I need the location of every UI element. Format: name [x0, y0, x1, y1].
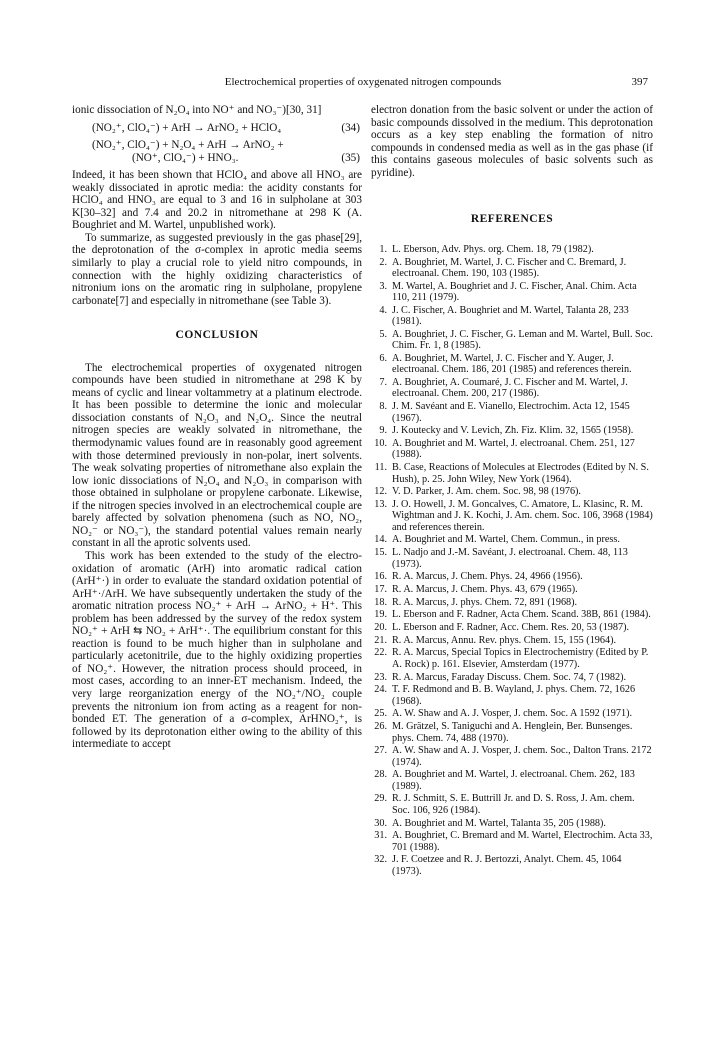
reference-number: 8. — [379, 401, 387, 413]
reference-text: B. Case, Reactions of Molecules at Electrodes (Edited by N. S. Hush), p. 25. John Wiley, New York (1964). — [392, 462, 649, 485]
reference-item — [371, 534, 653, 545]
reference-list — [371, 244, 653, 877]
reference-item — [371, 353, 653, 376]
reference-item — [371, 244, 653, 255]
paragraph-continued: electron donation from the basic solvent or under the action of basic compounds dissolved in the medium. This deprotonation occurs as a key step enabling the formation of nitro compounds in condensed media as well as in the gas phase (if this contains gaseous molecules of basic solvents such as pyridine). — [371, 104, 653, 179]
reference-item — [371, 597, 653, 608]
reference-item — [371, 672, 653, 683]
reference-item — [371, 257, 653, 280]
reference-text: J. M. Savéant and E. Vianello, Electrochim. Acta 12, 1545 (1967). — [392, 401, 630, 424]
reference-number: 14. — [374, 534, 387, 546]
section-heading-conclusion: CONCLUSION — [175, 329, 259, 342]
reference-item — [371, 401, 653, 424]
reference-text: R. A. Marcus, Special Topics in Electrochemistry (Edited by P. A. Rock) p. 161. Elsevier, Amsterdam (1977). — [392, 647, 649, 670]
reference-number: 16. — [374, 571, 387, 583]
reference-item — [371, 793, 653, 816]
reference-item — [371, 462, 653, 485]
section-heading-references: REFERENCES — [470, 213, 554, 226]
reference-number: 22. — [374, 647, 387, 659]
reference-text: A. Boughriet, M. Wartel, J. C. Fischer and C. Bremard, J. electroanal. Chem. 190, 103 (1985). — [392, 256, 627, 279]
right-column — [371, 104, 653, 878]
reference-text: A. Boughriet, J. C. Fischer, G. Leman and M. Wartel, Bull. Soc. Chim. Fr. 1, 8 (1985). — [392, 328, 653, 352]
reference-number: 2. — [379, 256, 387, 268]
equation-35-line1: (NO₂⁺, ClO₄⁻) + N₂O₄ + ArH → ArNO₂ + — [92, 139, 284, 152]
reference-text: R. A. Marcus, J. phys. Chem. 72, 891 (1968). — [392, 596, 578, 608]
reference-text: M. Grätzel, S. Taniguchi and A. Henglein, Ber. Bunsenges. phys. Chem. 74, 488 (1970). — [392, 721, 633, 744]
reference-item — [371, 486, 653, 497]
reference-number: 3. — [379, 280, 387, 292]
reference-number: 25. — [374, 708, 387, 720]
reference-number: 6. — [379, 352, 387, 364]
reference-number: 20. — [374, 622, 387, 634]
reference-number: 26. — [374, 721, 387, 733]
reference-item — [371, 622, 653, 633]
reference-item — [371, 830, 653, 853]
reference-item — [371, 684, 653, 707]
reference-item — [371, 281, 653, 304]
reference-number: 29. — [374, 793, 387, 805]
reference-text: A. Boughriet and M. Wartel, Chem. Commun., in press. — [392, 534, 620, 546]
reference-text: J. Koutecky and V. Levich, Zh. Fiz. Klim. 32, 1565 (1958). — [392, 425, 634, 437]
equation-35-number: (35) — [341, 151, 360, 164]
reference-number: 27. — [374, 745, 387, 757]
reference-text: J. O. Howell, J. M. Goncalves, C. Amatore, L. Klasinc, R. M. Wightman and J. K. Kochi, J. Am. chem. Soc. 106, 3968 (1984) and references therein. — [392, 498, 653, 533]
reference-number: 32. — [374, 854, 387, 866]
reference-item — [371, 499, 653, 533]
reference-item — [371, 635, 653, 646]
running-head: Electrochemical properties of oxygenated nitrogen compounds — [224, 76, 502, 88]
reference-text: R. A. Marcus, Faraday Discuss. Chem. Soc. 74, 7 (1982). — [392, 671, 627, 683]
reference-item — [371, 609, 653, 620]
page-header — [74, 76, 652, 90]
reference-item — [371, 329, 653, 352]
reference-text: A. Boughriet and M. Wartel, J. electroanal. Chem. 262, 183 (1989). — [392, 769, 635, 792]
reference-item — [371, 745, 653, 768]
reference-item — [371, 854, 653, 877]
reference-number: 18. — [374, 596, 387, 608]
paragraph-conclusion-1: The electrochemical properties of oxygenated nitrogen compounds have been studied in nitromethane at 298 K by means of cyclic and linear voltammetry at a platinum electrode. It has been possible to determine the ionic and molecular dissociation constants of N₂O₃ and N₂O₄. Since the neutral nitrogen species are weakly solvated in nitromethane, the thermodynamic values found are in reasonably good agreement with those determined previously in non-polar, inert solvents. The weak solvating properties of nitromethane also explain the low ionic dissociations of N₂O₄ and N₂O₃ in comparison with those obtained in sulpholane or propylene carbonate. Likewise, if the nitrogen species involved in an electrochemical couple are barely affected by solvation phenomena (such as NO, NO₂, NO₂⁻ or NO₃⁻), the standard potential values remain nearly constant in all the aprotic solvents used. — [72, 361, 362, 550]
reference-item — [371, 305, 653, 328]
reference-text: V. D. Parker, J. Am. chem. Soc. 98, 98 (1976). — [392, 486, 581, 498]
reference-item — [371, 547, 653, 570]
equation-35-text — [72, 139, 284, 164]
reference-text: L. Nadjo and J.-M. Savéant, J. electroanal. Chem. 48, 113 (1973). — [392, 547, 628, 570]
reference-number: 19. — [374, 609, 387, 621]
reference-text: L. Eberson and F. Radner, Acc. Chem. Res. 20, 53 (1987). — [392, 622, 630, 634]
reference-text: A. Boughriet and M. Wartel, Talanta 35, 205 (1988). — [392, 817, 606, 829]
reference-number: 24. — [374, 684, 387, 696]
reference-item — [371, 818, 653, 829]
equation-34-text: (NO₂⁺, ClO₄⁻) + ArH → ArNO₂ + HClO₄ — [92, 121, 282, 134]
reference-item — [371, 769, 653, 792]
reference-number: 11. — [374, 462, 387, 474]
reference-number: 21. — [374, 634, 387, 646]
paragraph-conclusion-2: This work has been extended to the study of the electro-oxidation of aromatic (ArH) into aromatic radical cation (ArH⁺·) in order to evaluate the standard oxidation potential of ArH⁺·/ArH. We have subsequently undertaken the study of the aromatic nitration process NO₂⁺ + ArH → ArNO₂ + H⁺. This problem has been addressed by the survey of the redox system NO₂⁺ + ArH ⇆ NO₂ + ArH⁺·. The equilibrium constant for this reaction is found to be much higher than in sulpholane and particularly acetonitrile, due to the highly oxidizing properties of NO₂⁺. However, the nitration process should proceed, in most cases, according to an inner-ET mechanism. Indeed, the very large reorganization energy of the NO₂⁺/NO₂ couple prevents the nitronium ion from acting as a reagent for non-bonded ET. The generation of a σ-complex, ArHNO₂⁺, is followed by its deprotonation either owing to the ability of this intermediate to accept — [72, 549, 362, 751]
reference-text: J. F. Coetzee and R. J. Bertozzi, Analyt. Chem. 45, 1064 (1973). — [392, 854, 622, 877]
reference-item — [371, 377, 653, 400]
reference-number: 12. — [374, 486, 387, 498]
reference-text: A. Boughriet, C. Bremard and M. Wartel, Electrochim. Acta 33, 701 (1988). — [392, 830, 653, 853]
equation-35 — [72, 139, 362, 164]
page-number: 397 — [631, 76, 648, 88]
reference-number: 17. — [374, 583, 387, 595]
reference-text: A. Boughriet and M. Wartel, J. electroanal. Chem. 251, 127 (1988). — [392, 438, 635, 461]
equation-35-line2: (NO⁺, ClO₄⁻) + HNO₃. — [132, 151, 239, 164]
reference-number: 15. — [374, 547, 387, 559]
reference-text: A. W. Shaw and A. J. Vosper, J. chem. Soc. A 1592 (1971). — [392, 708, 633, 720]
reference-text: M. Wartel, A. Boughriet and J. C. Fischer, Anal. Chim. Acta 110, 211 (1979). — [392, 280, 637, 304]
reference-number: 13. — [374, 498, 387, 510]
reference-text: A. Boughriet, M. Wartel, J. C. Fischer and Y. Auger, J. electroanal. Chem. 186, 201 (1985) and references therein. — [392, 352, 632, 376]
paragraph-intro: ionic dissociation of N₂O₄ into NO⁺ and NO₃⁻)[30, 31] — [72, 104, 322, 116]
reference-number: 7. — [379, 377, 387, 389]
reference-number: 9. — [379, 425, 387, 437]
reference-item — [371, 438, 653, 461]
equation-34 — [72, 122, 362, 135]
reference-number: 4. — [379, 304, 387, 316]
reference-number: 30. — [374, 817, 387, 829]
reference-text: A. Boughriet, A. Coumaré, J. C. Fischer and M. Wartel, J. electroanal. Chem. 200, 217 (1986). — [392, 377, 628, 400]
reference-number: 5. — [379, 328, 387, 340]
reference-text: R. A. Marcus, J. Chem. Phys. 43, 679 (1965). — [392, 583, 578, 595]
reference-text: R. J. Schmitt, S. E. Buttrill Jr. and D. S. Ross, J. Am. chem. Soc. 106, 926 (1984). — [392, 793, 635, 816]
reference-item — [371, 721, 653, 744]
reference-number: 10. — [374, 438, 387, 449]
reference-number: 23. — [374, 671, 387, 683]
reference-item — [371, 647, 653, 670]
reference-number: 31. — [374, 830, 387, 842]
reference-item — [371, 584, 653, 595]
reference-text: A. W. Shaw and A. J. Vosper, J. chem. Soc., Dalton Trans. 2172 (1974). — [392, 745, 652, 768]
reference-text: R. A. Marcus, J. Chem. Phys. 24, 4966 (1956). — [392, 571, 583, 583]
equation-34-number: (34) — [341, 121, 360, 134]
reference-text: T. F. Redmond and B. B. Wayland, J. phys. Chem. 72, 1626 (1968). — [392, 684, 636, 707]
paragraph-summarize: To summarize, as suggested previously in the gas phase[29], the deprotonation of the σ-complex in aprotic media seems similarly to play a crucial role to yield nitro compounds, in connection with the highly oxidizing characteristics of nitronium ions on the aromatic ring in sulpholane, propylene carbonate[7] and especially in nitromethane (see Table 3). — [72, 231, 362, 307]
reference-item — [371, 708, 653, 719]
reference-text: L. Eberson and F. Radner, Acta Chem. Scand. 38B, 861 (1984). — [392, 609, 651, 621]
reference-text: R. A. Marcus, Annu. Rev. phys. Chem. 15, 155 (1964). — [392, 634, 617, 646]
reference-number: 28. — [374, 769, 387, 781]
reference-text: J. C. Fischer, A. Boughriet and M. Wartel, Talanta 28, 233 (1981). — [392, 304, 629, 328]
paragraph-hclo4: Indeed, it has been shown that HClO₄ and above all HNO₃ are weakly dissociated in aprotic media: the acidity constants for HClO₄ and HNO₃ are equal to 3 and 16 in sulpholane at 303 K[30–32] and 7.4 and 20.2 in nitromethane at 298 K (A. Boughriet and M. Wartel, unpublished work). — [72, 169, 362, 232]
reference-item — [371, 425, 653, 436]
reference-text: L. Eberson, Adv. Phys. org. Chem. 18, 79 (1982). — [392, 243, 594, 255]
reference-item — [371, 571, 653, 582]
reference-number: 1. — [379, 243, 387, 255]
left-column — [72, 104, 362, 751]
